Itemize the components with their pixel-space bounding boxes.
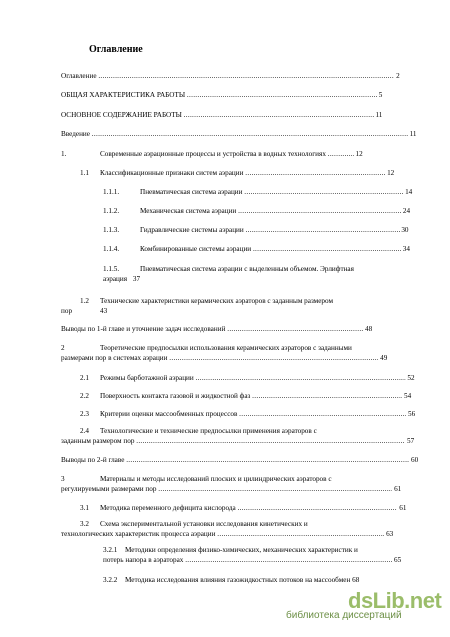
leader-dots: [158, 485, 392, 494]
toc-entry-text: Методики определения физико-химических, механических характеристик и: [125, 546, 358, 554]
leader-dots: [239, 410, 406, 419]
toc-entry-number: 2: [61, 344, 65, 352]
toc-entry-text: Гидравлические системы аэрации: [140, 226, 244, 234]
toc-entry-text: технологических характеристик процесса аэрации: [61, 530, 216, 538]
toc-entry-number: 1.1.4.: [103, 245, 120, 253]
toc-entry[interactable]: [103, 188, 412, 197]
leader-dots: [252, 392, 402, 401]
toc-entry-text: Схема экспериментальной установки исследования кинетических и: [100, 520, 308, 528]
toc-entry-page: 34: [402, 245, 410, 253]
leader-dots: [98, 72, 394, 81]
toc-entry-number: 2.2: [80, 392, 89, 400]
toc-entry-text: Технологические и технические предпосылки применения аэраторов с: [100, 427, 317, 435]
dslib-logo: dsLib.net: [348, 588, 442, 613]
toc-entry-number: 1.1.3.: [103, 226, 120, 234]
toc-entry-text: Пневматическая система аэрации: [140, 188, 243, 196]
toc-entry-number: 1.1.5.: [103, 265, 120, 273]
leader-dots: [217, 530, 384, 539]
toc-entry-number: 2.1: [80, 374, 89, 382]
leader-dots: [169, 354, 378, 363]
toc-entry-text: Выводы по 2-й главе: [61, 456, 125, 464]
toc-entry-number: 1.2: [80, 297, 89, 305]
toc-entry-page: 60: [411, 456, 419, 464]
leader-dots: [253, 245, 401, 254]
toc-entry-text: ОСНОВНОЕ СОДЕРЖАНИЕ РАБОТЫ: [61, 111, 182, 119]
toc-entry-page: 14: [405, 188, 413, 196]
toc-entry-continuation[interactable]: [61, 437, 414, 446]
toc-entry[interactable]: [103, 576, 359, 585]
leader-dots: [184, 111, 374, 120]
toc-entry-number: 3.2.1: [103, 546, 118, 554]
toc-entry[interactable]: [80, 392, 411, 401]
toc-entry-text: Поверхность контакта газовой и жидкостной фаз: [100, 392, 251, 400]
toc-entry-page: 61: [399, 504, 407, 512]
toc-entry-number: 1.1: [80, 169, 89, 177]
toc-entry-text: размерами пор в системах аэрации: [61, 354, 168, 362]
toc-entry[interactable]: [80, 297, 333, 306]
toc-entry-text: Пневматическая система аэрации с выделенным объемом. Эрлифтная: [140, 265, 354, 273]
toc-entry-page: 30: [401, 226, 409, 234]
toc-entry-text: Материалы и методы исследований плоских и цилиндрических аэраторов с: [100, 475, 332, 483]
toc-entry[interactable]: [80, 374, 415, 383]
toc-entry[interactable]: [103, 245, 410, 254]
toc-entry-page: 37: [132, 275, 141, 283]
toc-entry[interactable]: [103, 546, 358, 555]
leader-dots: [227, 325, 363, 334]
toc-entry[interactable]: [61, 344, 352, 353]
toc-entry-continuation[interactable]: [61, 530, 393, 539]
leader-dots: [244, 188, 403, 197]
toc-entry-page: 61: [394, 485, 402, 493]
leader-dots: [187, 91, 377, 100]
toc-entry-continuation[interactable]: [61, 307, 107, 316]
toc-entry[interactable]: [61, 475, 332, 484]
toc-entry[interactable]: [80, 410, 415, 419]
toc-entry-text: заданным размером пор: [61, 437, 135, 445]
toc-entry-page: 5: [378, 91, 383, 99]
toc-entry-page: 48: [365, 325, 373, 333]
toc-entry-text: Оглавление: [61, 72, 97, 80]
page-title: Оглавление: [89, 44, 143, 55]
leader-dots: [92, 130, 408, 139]
toc-entry-text: Комбинированные системы аэрации: [140, 245, 252, 253]
toc-entry[interactable]: [103, 265, 354, 274]
toc-entry-page: 63: [386, 530, 394, 538]
leader-dots: [136, 437, 405, 446]
toc-entry-page: 65: [393, 556, 402, 564]
toc-entry-page: 56: [407, 410, 416, 418]
toc-entry-page: 2: [396, 72, 400, 80]
toc-entry-page: 11: [409, 130, 417, 138]
toc-entry-continuation[interactable]: [61, 354, 387, 363]
toc-entry-page: 54: [403, 392, 412, 400]
toc-entry-page: 11: [375, 111, 383, 119]
toc-entry-text: Критерии оценки массообменных процессов: [100, 410, 238, 418]
toc-entry[interactable]: [61, 111, 382, 120]
toc-entry-text: Методика переменного дефицита кислорода: [100, 504, 236, 512]
toc-entry-text: Теоретические предпосылки использования керамических аэраторов с заданными: [100, 344, 352, 352]
toc-entry-page: 68: [352, 576, 360, 584]
toc-entry[interactable]: [80, 427, 317, 436]
toc-entry-number: 3.1: [80, 504, 89, 512]
toc-entry-text: аэрация: [103, 275, 128, 283]
toc-entry-text: Методика исследования влияния газожидкостных потоков на массообмен: [125, 576, 351, 584]
toc-entry-text: потерь напора в аэраторах: [103, 556, 184, 564]
toc-entry-number: 2.4: [80, 427, 89, 435]
leader-dots: [245, 169, 385, 178]
toc-entry-text: пор: [61, 307, 73, 315]
toc-entry[interactable]: [61, 91, 382, 100]
toc-entry[interactable]: [80, 504, 406, 513]
toc-entry[interactable]: [61, 456, 418, 465]
toc-entry-text: Классификационные признаки систем аэрации: [100, 169, 244, 177]
leader-dots: [237, 504, 397, 513]
toc-entry-page: 12: [355, 150, 363, 158]
toc-entry-continuation[interactable]: [103, 556, 401, 565]
toc-entry-continuation[interactable]: [61, 485, 401, 494]
toc-entry-text: Современные аэрационные процессы и устройства в водных технологиях: [100, 150, 326, 158]
toc-entry-number: 1.1.1.: [103, 188, 120, 196]
toc-entry[interactable]: [61, 130, 417, 139]
toc-entry-number: 3.2.2: [103, 576, 118, 584]
toc-entry[interactable]: [80, 169, 394, 178]
toc-entry-continuation[interactable]: [103, 275, 140, 284]
toc-entry[interactable]: [61, 150, 363, 159]
toc-entry-text: ОБЩАЯ ХАРАКТЕРИСТИКА РАБОТЫ: [61, 91, 186, 99]
toc-entry-number: 1.: [61, 150, 67, 158]
toc-entry-page: 52: [407, 374, 415, 382]
toc-entry-text: Режимы барботажной аэрации: [100, 374, 194, 382]
toc-entry[interactable]: [61, 72, 400, 81]
toc-entry-page: 43: [100, 307, 108, 315]
toc-entry-number: 3.2: [80, 520, 89, 528]
toc-entry-page: 24: [402, 207, 411, 215]
toc-entry-text: Выводы по 1-й главе и уточнение задач исследований: [61, 325, 226, 333]
toc-entry-text: Механическая система аэрации: [140, 207, 237, 215]
leader-dots: [328, 150, 354, 159]
toc-entry-number: 3: [61, 475, 65, 483]
watermark[interactable]: [286, 588, 442, 621]
toc-entry-page: 12: [387, 169, 395, 177]
toc-entry-page: 57: [407, 437, 415, 445]
toc-entry-text: Введение: [61, 130, 90, 138]
toc-entry-number: 1.1.2.: [103, 207, 120, 215]
leader-dots: [238, 207, 401, 216]
toc-entry[interactable]: [61, 325, 372, 334]
leader-dots: [246, 226, 400, 235]
toc-entry[interactable]: [80, 520, 308, 529]
leader-dots: [196, 374, 406, 383]
leader-dots: [126, 456, 409, 465]
toc-entry-text: Технические характеристики керамических аэраторов с заданным размером: [100, 297, 334, 305]
toc-entry-number: 2.3: [80, 410, 89, 418]
toc-entry-text: регулируемыми размерами пор: [61, 485, 157, 493]
toc-entry[interactable]: [103, 226, 409, 235]
toc-entry[interactable]: [103, 207, 410, 216]
leader-dots: [185, 556, 392, 565]
dslib-subtitle: библиотека диссертаций: [286, 610, 402, 621]
toc-entry-page: 49: [380, 354, 388, 362]
